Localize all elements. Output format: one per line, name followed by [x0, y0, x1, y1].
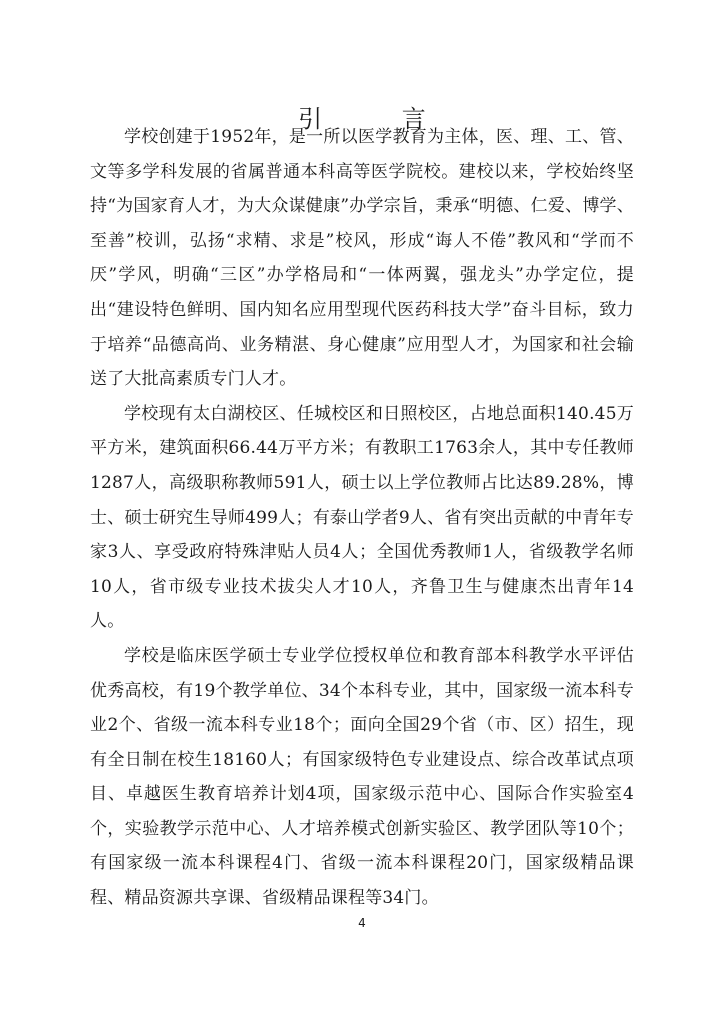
page-title: 引 言	[298, 105, 462, 134]
paragraph-campus-faculty: 学校现有太白湖校区、任城校区和日照校区，占地总面积140.45万平方米，建筑面积66.44万平方米；有教职工1763余人，其中专任教师1287人，高级职称教师591人，硕士以上学位教师占比达89.28%，博士、硕士研究生导师499人；有泰山学者9人、省有突出贡献的中青年专家3人、享受政府特殊津贴人员4人；全国优秀教师1人，省级教学名师10人，省市级专业技术拔尖人才10人，齐鲁卫生与健康杰出青年14人。	[90, 403, 634, 632]
page-number: 4	[358, 916, 366, 930]
paragraph-programs: 学校是临床医学硕士专业学位授权单位和教育部本科教学水平评估优秀高校，有19个教学单位、34个本科专业，其中，国家级一流本科专业2个、省级一流本科专业18个；面向全国29个省（市、区）招生，现有全日制在校生18160人；有国家级特色专业建设点、综合改革试点项目、卓越医生教育培养计划4项，国家级示范中心、国际合作实验室4个，实验教学示范中心、人才培养模式创新实验区、教学团队等10个；有国家级一流本科课程4门、省级一流本科课程20门，国家级精品课程、精品资源共享课、省级精品课程等34门。	[90, 645, 634, 909]
paragraph-history: 学校创建于1952年，是一所以医学教育为主体，医、理、工、管、文等多学科发展的省属普通本科高等医学院校。建校以来，学校始终坚持“为国家育人才，为大众谋健康”办学宗旨，秉承“明德、仁爱、博学、至善”校训，弘扬“求精、求是”校风，形成“诲人不倦”教风和“学而不厌”学风，明确“三区”办学格局和“一体两翼，强龙头”办学定位，提出“建设特色鲜明、国内知名应用型现代医药科技大学”奋斗目标，致力于培养“品德高尚、业务精湛、身心健康”应用型人才，为国家和社会输送了大批高素质专门人才。	[90, 127, 634, 390]
document-body	[90, 120, 634, 916]
